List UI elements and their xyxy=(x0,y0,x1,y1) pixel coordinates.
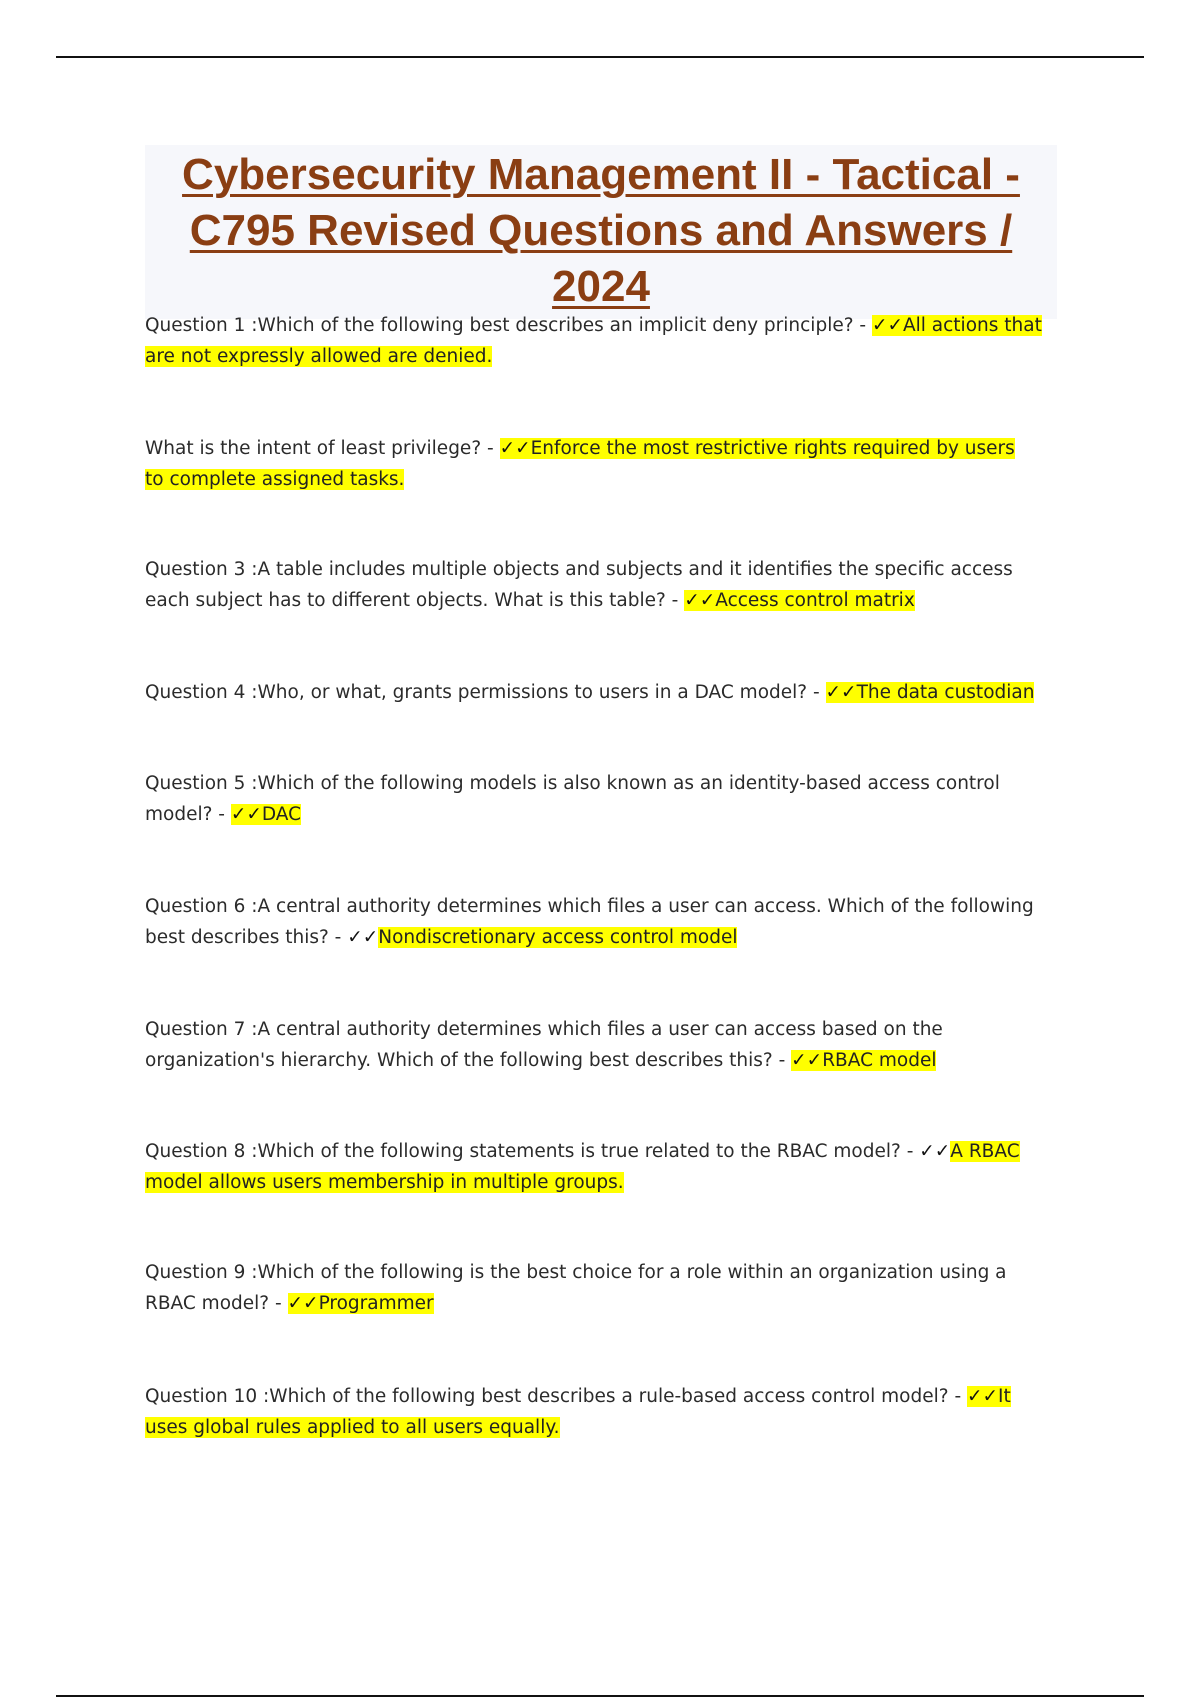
question-text: Question 4 :Who, or what, grants permissions to users in a DAC model? - xyxy=(145,682,826,703)
qa-item-4 xyxy=(145,677,1057,708)
answer-text: All actions that are not expressly allowed are denied. xyxy=(145,315,1042,367)
check-icon: ✓✓ xyxy=(287,1293,319,1314)
question-text: Question 5 :Which of the following models is also known as an identity-based access control model? - xyxy=(145,773,1000,825)
question-text: Question 6 :A central authority determines which files a user can access. Which of the following best describes this? - xyxy=(145,896,1034,948)
answer-text: The data custodian xyxy=(856,682,1035,703)
document-body xyxy=(145,145,1057,1438)
question-text: Question 1 :Which of the following best describes an implicit deny principle? - xyxy=(145,315,872,336)
qa-item-3 xyxy=(145,554,1045,616)
bottom-rule xyxy=(56,1695,1144,1697)
question-text: Question 10 :Which of the following best describes a rule-based access control model? - xyxy=(145,1386,967,1407)
check-icon: ✓✓ xyxy=(499,438,531,459)
check-icon: ✓✓ xyxy=(230,804,262,825)
qa-item-2 xyxy=(145,433,1025,495)
answer-text: Programmer xyxy=(318,1293,434,1314)
check-icon: ✓✓ xyxy=(919,1141,951,1162)
answer-text: RBAC model xyxy=(822,1050,937,1071)
qa-item-1 xyxy=(145,310,1057,372)
qa-item-5 xyxy=(145,768,1057,830)
check-icon: ✓✓ xyxy=(791,1050,823,1071)
question-text: Question 7 :A central authority determines which files a user can access based on the organization's hierarchy. Which of the following best describes this? - xyxy=(145,1019,943,1071)
check-icon: ✓✓ xyxy=(825,682,857,703)
check-icon: ✓✓ xyxy=(871,315,903,336)
answer-text: Access control matrix xyxy=(715,590,915,611)
question-text: Question 9 :Which of the following is the best choice for a role within an organization using a RBAC model? - xyxy=(145,1262,1007,1314)
title-block xyxy=(145,145,1057,319)
check-icon: ✓✓ xyxy=(967,1386,999,1407)
qa-item-10 xyxy=(145,1381,1057,1443)
answer-text: DAC xyxy=(261,804,302,825)
question-text: Question 3 :A table includes multiple objects and subjects and it identifies the specific access each subject has to different objects. What is this table? - xyxy=(145,559,1013,611)
answer-text: Enforce the most restrictive rights required by users to complete assigned tasks. xyxy=(145,438,1015,490)
answer-text: Nondiscretionary access control model xyxy=(378,927,738,948)
document-title: Cybersecurity Management II - Tactical - C795 Revised Questions and Answers / 2024 xyxy=(182,150,1020,311)
question-text: Question 8 :Which of the following statements is true related to the RBAC model? - xyxy=(145,1141,920,1162)
top-rule xyxy=(56,56,1144,58)
qa-item-6 xyxy=(145,891,1057,953)
answer-text: A RBAC model allows users membership in multiple groups. xyxy=(145,1141,1020,1193)
question-text: What is the intent of least privilege? - xyxy=(145,438,500,459)
qa-item-7 xyxy=(145,1014,1057,1076)
answer-text: It uses global rules applied to all users equally. xyxy=(145,1386,1011,1438)
qa-item-9 xyxy=(145,1257,1057,1319)
qa-item-8 xyxy=(145,1136,1025,1198)
check-icon: ✓✓ xyxy=(684,590,716,611)
check-icon: ✓✓ xyxy=(347,927,379,948)
